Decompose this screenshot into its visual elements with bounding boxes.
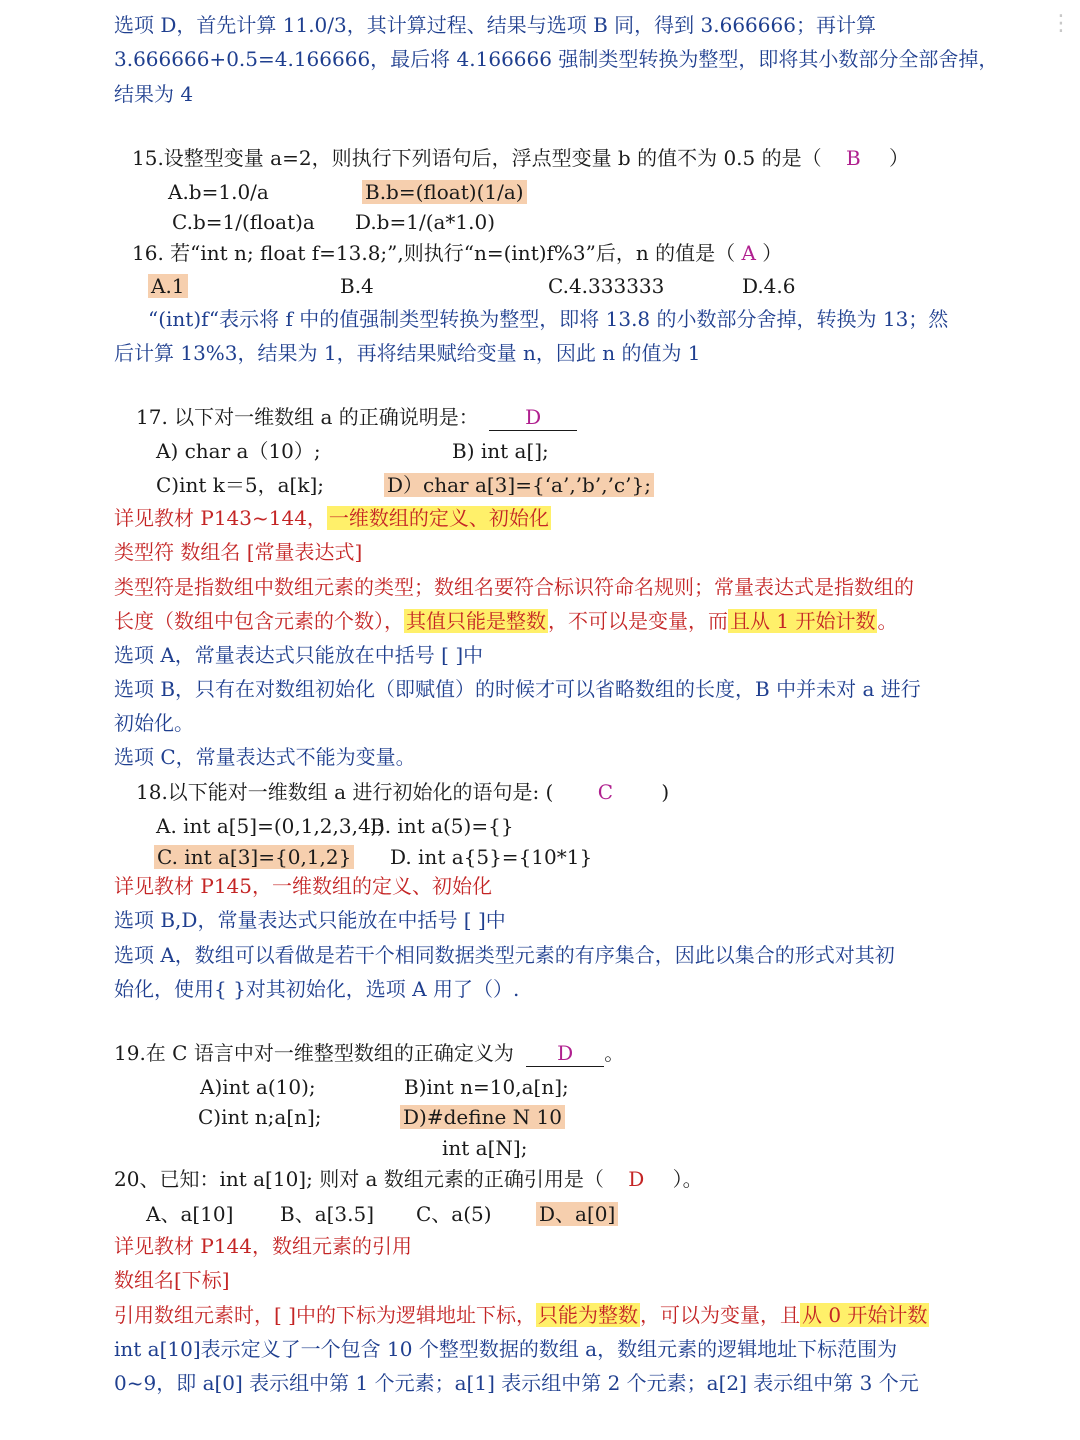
q18-answer: C	[597, 780, 614, 804]
q15-option-b: B.b=(float)(1/a)	[362, 180, 527, 204]
q17-syntax: 类型符 数组名 [常量表达式]	[114, 540, 363, 564]
q17-explanation-line1: 类型符是指数组中数组元素的类型；数组名要符合标识符命名规则；常量表达式是指数组的	[114, 575, 914, 599]
q16-option-b: B.4	[340, 274, 374, 298]
q19-stem-text: 19.在 C 语言中对一维整型数组的正确定义为	[114, 1041, 514, 1065]
q17-option-b-explanation-line1: 选项 B，只有在对数组初始化（即赋值）的时候才可以省略数组的长度，B 中并未对 a 进行	[114, 677, 921, 701]
q19-option-d-line1: D)#define N 10	[400, 1105, 565, 1129]
q19-option-a: A)int a(10);	[200, 1075, 316, 1099]
q16-explanation-line2: 后计算 13%3，结果为 1，再将结果赋给变量 n，因此 n 的值为 1	[114, 341, 701, 365]
q19-end: 。	[604, 1041, 625, 1065]
q20-explanation-line3: 0~9，即 a[0] 表示组中第 1 个元素；a[1] 表示组中第 2 个元素；a[2] 表示组中第 3 个元	[114, 1371, 919, 1395]
q19-stem	[114, 1036, 624, 1070]
q18-option-a-explanation-line2: 始化，使用{ }对其初始化，选项 A 用了（）.	[114, 977, 520, 1001]
q17-exp2-highlight2: 且从 1 开始计数	[730, 609, 876, 633]
q17-reference	[114, 501, 551, 535]
q20-reference: 详见教材 P144，数组元素的引用	[114, 1234, 412, 1258]
q20-option-d: D、a[0]	[536, 1202, 618, 1226]
q15-option-a: A.b=1.0/a	[168, 180, 269, 204]
q20-exp1-highlight1: 只能为整数	[537, 1303, 638, 1327]
q18-option-d: D. int a{5}={10*1}	[390, 845, 593, 869]
q14-explanation-line3: 结果为 4	[114, 82, 194, 106]
q17-option-c-explanation: 选项 C，常量表达式不能为变量。	[114, 745, 416, 769]
q20-exp1-highlight2: 从 0 开始计数	[801, 1303, 928, 1327]
q18-reference: 详见教材 P145，一维数组的定义、初始化	[114, 874, 492, 898]
q17-exp2-a: 长度（数组中包含元素的个数），	[114, 609, 404, 633]
q20-explanation-line1	[114, 1298, 929, 1332]
q17-option-b: B) int a[];	[452, 439, 549, 463]
q17-exp2-c: 。	[877, 609, 898, 633]
q19-option-d-line2: int a[N];	[442, 1136, 528, 1160]
q18-option-bd-explanation: 选项 B,D，常量表达式只能放在中括号 [ ]中	[114, 908, 506, 932]
q20-explanation-line2: int a[10]表示定义了一个包含 10 个整型数据的数组 a，数组元素的逻辑地址下标范围为	[114, 1337, 898, 1361]
q15-option-d: D.b=1/(a*1.0)	[355, 210, 496, 234]
q15-answer: B	[845, 146, 861, 170]
q17-option-a-explanation: 选项 A，常量表达式只能放在中括号 [ ]中	[114, 643, 484, 667]
q18-option-b: B. int a(5)={}	[370, 814, 514, 838]
q16-option-d: D.4.6	[742, 274, 796, 298]
q17-reference-text: 详见教材 P143~144，	[114, 506, 327, 530]
q18-option-a-explanation-line1: 选项 A，数组可以看做是若干个相同数据类型元素的有序集合，因此以集合的形式对其初	[114, 943, 895, 967]
q18-option-a: A. int a[5]=(0,1,2,3,4,)	[156, 814, 385, 838]
q17-exp2-highlight1: 其值只能是整数	[406, 609, 546, 633]
q20-stem	[114, 1162, 703, 1196]
q17-answer-blank: D	[489, 404, 577, 431]
q16-option-a: A.1	[148, 274, 188, 298]
q20-syntax: 数组名[下标]	[114, 1268, 230, 1292]
q15-stem	[132, 141, 909, 175]
q20-option-c: C、a(5)	[416, 1202, 492, 1226]
q20-option-a: A、a[10]	[146, 1202, 234, 1226]
q19-answer-blank: D	[526, 1040, 604, 1067]
q17-option-b-explanation-line2: 初始化。	[114, 711, 194, 735]
q17-exp2-b: ，不可以是变量，而	[548, 609, 728, 633]
q17-option-c: C)int k＝5，a[k];	[156, 473, 325, 497]
q14-explanation-line1: 选项 D，首先计算 11.0/3，其计算过程、结果与选项 B 同，得到 3.666666；再计算	[114, 13, 876, 37]
q17-option-a: A) char a（10）;	[156, 439, 321, 463]
q20-stem-text: 20、已知：int a[10]; 则对 a 数组元素的正确引用是（	[114, 1167, 604, 1191]
q14-explanation-line2: 3.666666+0.5=4.166666，最后将 4.166666 强制类型转换为整型，即将其小数部分全部舍掉，	[114, 47, 999, 71]
q19-option-c: C)int n;a[n];	[198, 1105, 322, 1129]
q17-stem-text: 17. 以下对一维数组 a 的正确说明是：	[136, 405, 479, 429]
q15-close: ）	[889, 146, 910, 170]
q20-close: ）。	[672, 1167, 703, 1191]
q16-stem-text: 16. 若“int n; float f=13.8;”,则执行“n=(int)f%3”后，n 的值是（	[132, 241, 736, 265]
q17-explanation-line2	[114, 604, 897, 638]
q15-stem-text: 15.设整型变量 a=2，则执行下列语句后，浮点型变量 b 的值不为 0.5 的是（	[132, 146, 822, 170]
q20-answer: D	[628, 1167, 645, 1191]
q15-option-c: C.b=1/(float)a	[172, 210, 315, 234]
q16-explanation-line1: “(int)f“表示将 f 中的值强制类型转换为整型，即将 13.8 的小数部分舍掉，转换为 13；然	[148, 307, 949, 331]
q18-stem-text: 18.以下能对一维数组 a 进行初始化的语句是: (	[136, 780, 554, 804]
q19-option-b: B)int n=10,a[n];	[404, 1075, 569, 1099]
q16-answer: A	[741, 241, 756, 265]
q16-option-c: C.4.333333	[548, 274, 665, 298]
q17-option-d: D）char a[3]={‘a’,’b’,’c’};	[384, 473, 654, 497]
q20-exp1-a: 引用数组元素时，[ ]中的下标为逻辑地址下标，	[114, 1303, 536, 1327]
q17-stem	[136, 400, 577, 434]
q18-option-c: C. int a[3]={0,1,2}	[154, 845, 354, 869]
q17-reference-highlight: 一维数组的定义、初始化	[328, 506, 549, 530]
q16-close: ）	[762, 241, 783, 265]
q16-stem	[132, 236, 782, 270]
q18-close: )	[661, 780, 670, 804]
q20-exp1-b: ，可以为变量，且	[639, 1303, 800, 1327]
page-edge-icon: ⋮	[1050, 11, 1072, 36]
q18-stem	[136, 775, 669, 809]
q20-option-b: B、a[3.5]	[280, 1202, 375, 1226]
